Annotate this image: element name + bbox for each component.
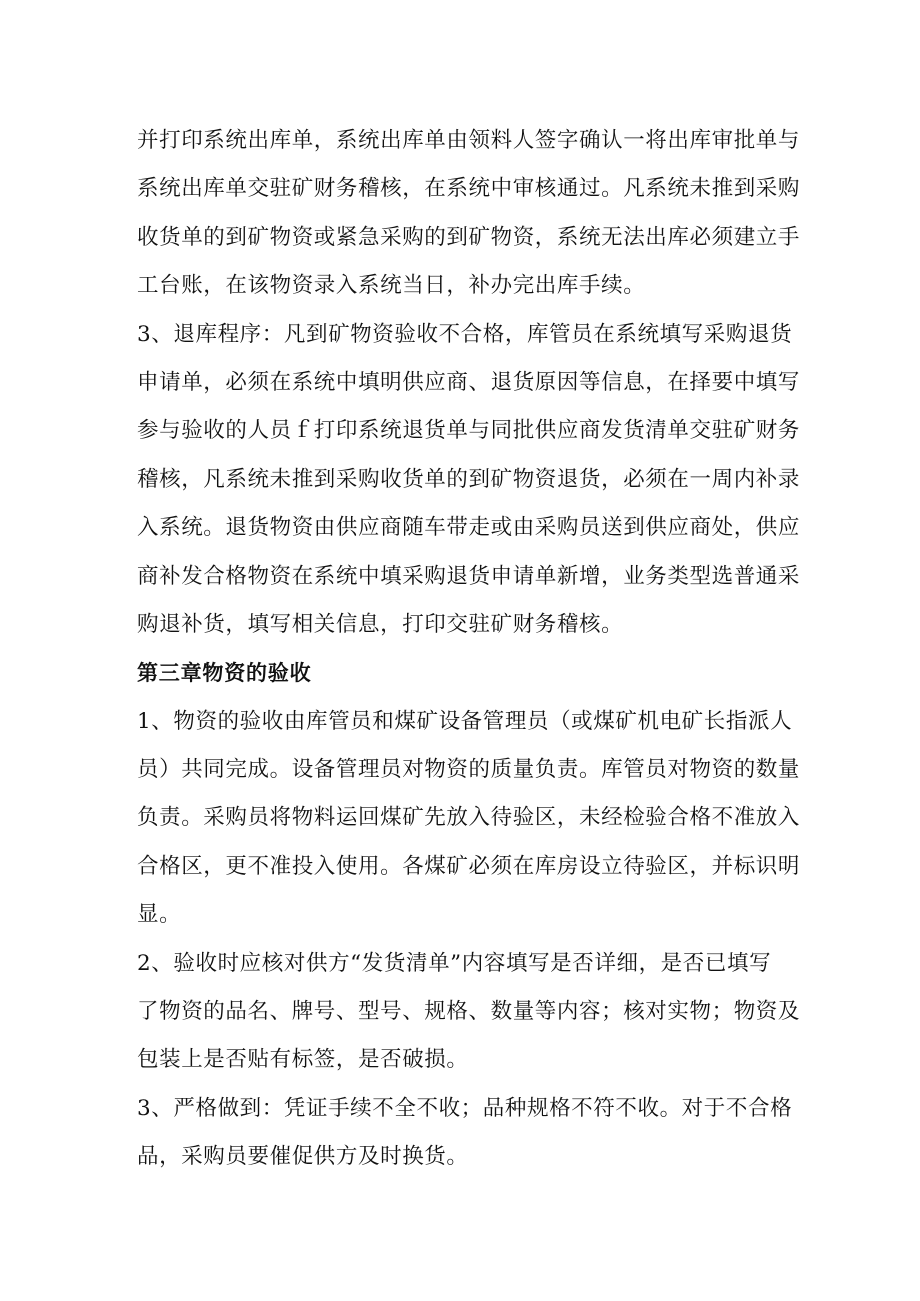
text-line: 合格区，更不准投入使用。各煤矿必须在库房设立待验区，并标识明 [137,853,801,879]
text-line: 负责。采购员将物料运回煤矿先放入待验区，未经检验合格不准放入 [137,805,801,831]
text-line: 了物资的品名、牌号、型号、规格、数量等内容；核对实物；物资及 [137,999,801,1025]
text-line: 系统出库单交驻矿财务稽核，在系统中审核通过。凡系统未推到采购 [137,176,801,202]
text-line: 工台账，在该物资录入系统当日，补办完出库手续。 [137,273,646,299]
text-line: 稽核，凡系统未推到采购收货单的到矿物资退货，必须在一周内补录 [137,466,801,492]
text-line: 2、验收时应核对供方“发货清单”内容填写是否详细，是否已填写 [137,950,772,976]
text-line: 包装上是否贴有标签，是否破损。 [137,1047,469,1073]
text-line: 收货单的到矿物资或紧急采购的到矿物资，系统无法出库必须建立手 [137,224,801,250]
paragraph [137,1085,793,1182]
text-line: 并打印系统出库单，系统出库单由领料人签字确认一将出库审批单与 [137,128,801,153]
text-line: 第三章物资的验收 [137,661,312,686]
text-line: 品，采购员要催促供方及时换货。 [137,1144,469,1170]
document-body [137,117,801,1182]
section-heading [137,649,787,697]
text-line: 申请单，必须在系统中填明供应商、退货原因等信息，在择要中填写 [137,369,801,395]
text-line: 3、退库程序：凡到矿物资验收不合格，库管员在系统填写采购退货 [137,321,793,347]
text-line: 员）共同完成。设备管理员对物资的质量负责。库管员对物资的数量 [137,757,801,783]
text-line: 参与验收的人员ｆ打印系统退货单与同批供应商发货清单交驻矿财务 [137,418,801,444]
paragraph [137,698,801,940]
text-line: 显。 [137,902,182,928]
text-line: 购退补货，填写相关信息，打印交驻矿财务稽核。 [137,611,624,637]
text-line: 商补发合格物资在系统中填采购退货申请单新增，业务类型选普通采 [137,563,801,589]
paragraph [137,940,801,1085]
paragraph [137,311,801,650]
text-line: 3、严格做到：凭证手续不全不收；品种规格不符不收。对于不合格 [137,1095,793,1121]
paragraph [137,117,801,311]
text-line: 入系统。退货物资由供应商随车带走或由采购员送到供应商处，供应 [137,515,801,541]
text-line: 1、物资的验收由库管员和煤矿设备管理员（或煤矿机电矿长指派人 [137,708,793,734]
